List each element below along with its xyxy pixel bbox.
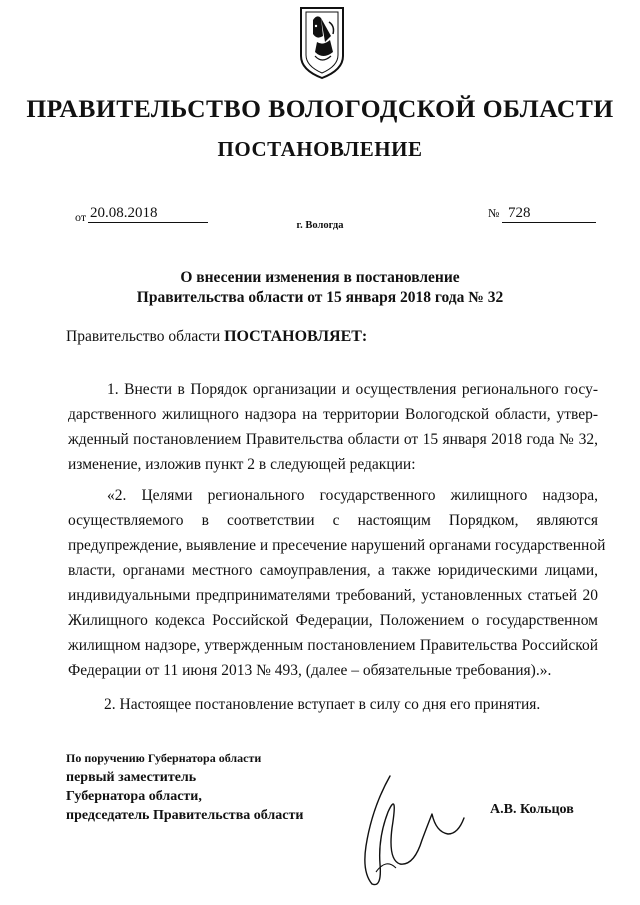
- signatory-line-2: первый заместитель: [66, 770, 197, 785]
- paragraph-line: 1. Внести в Порядок организации и осуществления регионального госу-: [107, 381, 598, 398]
- signatory-line-3: Губернатора области,: [66, 789, 202, 804]
- handwritten-signature: [352, 768, 467, 893]
- subject-line-1: О внесении изменения в постановление: [180, 269, 460, 286]
- document-date: 20.08.2018: [88, 204, 208, 223]
- paragraph-line: Жилищного кодекса Российской Федерации, Положением о государственном: [68, 612, 598, 629]
- paragraph-line: власти, органами местного самоуправления, а также юридическими лицами,: [68, 562, 598, 579]
- document-subject: [0, 268, 640, 308]
- paragraph-3: [68, 692, 598, 717]
- signer-name: А.В. Кольцов: [490, 802, 574, 817]
- document-number: 728: [502, 204, 596, 223]
- enactment-clause: [66, 328, 367, 346]
- paragraph-line: жденный постановлением Правительства области от 15 января 2018 года № 32,: [68, 431, 598, 448]
- coat-of-arms-icon: [299, 6, 345, 80]
- paragraph-line: изменение, изложив пункт 2 в следующей редакции:: [68, 456, 416, 473]
- paragraph-line: предупреждение, выявление и пресечение нарушений органами государственной: [68, 537, 606, 554]
- date-prefix: от: [75, 210, 87, 224]
- signatory-line-1: По поручению Губернатора области: [66, 751, 262, 765]
- signatory-position: [66, 749, 303, 825]
- paragraph-1: [68, 377, 598, 477]
- enactment-prefix: Правительство области: [66, 328, 225, 345]
- government-title: ПРАВИТЕЛЬСТВО ВОЛОГОДСКОЙ ОБЛАСТИ: [26, 94, 614, 123]
- subject-line-2: Правительства области от 15 января 2018 года № 32: [136, 289, 504, 306]
- paragraph-line: Федерации от 11 июня 2013 № 493, (далее – обязательные требования).».: [68, 662, 552, 679]
- number-prefix: №: [488, 206, 500, 220]
- document-type: ПОСТАНОВЛЕНИЕ: [217, 137, 423, 161]
- paragraph-2: [68, 483, 606, 683]
- paragraph-line: 2. Настоящее постановление вступает в силу со дня его принятия.: [104, 696, 541, 713]
- paragraph-line: «2. Целями регионального государственного жилищного надзора,: [107, 487, 598, 504]
- paragraph-line: дарственного жилищного надзора на территории Вологодской области, утвер-: [68, 406, 598, 423]
- enactment-keyword: ПОСТАНОВЛЯЕТ:: [224, 328, 368, 345]
- city: г. Вологда: [296, 220, 344, 231]
- paragraph-line: жилищном надзоре, утвержденным постановлением Правительства Российской: [68, 637, 598, 654]
- signatory-line-4: председатель Правительства области: [66, 808, 304, 823]
- paragraph-line: осуществляемого в соответствии с настоящим Порядком, являются: [68, 512, 598, 529]
- paragraph-line: индивидуальными предпринимателями требований, установленных статьей 20: [68, 587, 598, 604]
